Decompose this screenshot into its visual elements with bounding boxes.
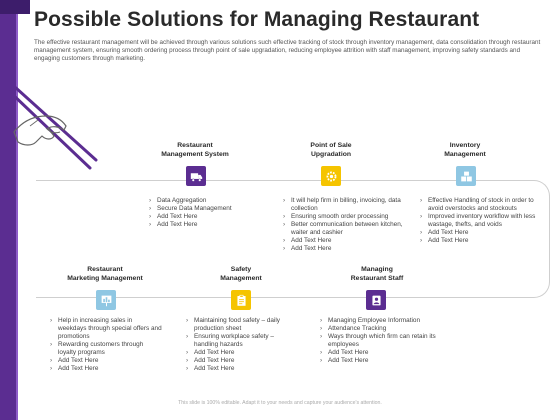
settings-gear-icon <box>321 166 341 186</box>
list-item: › Help in increasing sales in weekdays through special offers and promotions <box>50 317 162 341</box>
chopsticks-hand-icon <box>6 86 102 180</box>
section-heading-safety-management: Safety Management <box>220 266 262 282</box>
list-item: › Managing Employee Information <box>320 317 444 325</box>
list-item: › Ensuring smooth order processing <box>283 213 405 221</box>
corner-accent <box>0 0 30 14</box>
section-list-restaurant-management-system <box>149 197 259 229</box>
slide-title: Possible Solutions for Managing Restaurant <box>34 8 480 31</box>
section-heading-managing-staff: Managing Restaurant Staff <box>350 266 404 282</box>
staff-badge-icon <box>366 290 386 310</box>
list-item: › Secure Data Management <box>149 205 259 213</box>
section-list-inventory-management <box>420 197 542 245</box>
list-item: › Improved inventory workflow with less wastage, thefts, and voids <box>420 213 542 229</box>
list-item: › Add Text Here <box>186 365 298 373</box>
list-item: › Attendance Tracking <box>320 325 444 333</box>
list-item: › Rewarding customers through loyalty programs <box>50 341 162 357</box>
list-item: › Add Text Here <box>420 237 542 245</box>
list-item: › Data Aggregation <box>149 197 259 205</box>
presentation-board-icon <box>96 290 116 310</box>
section-list-marketing-management <box>50 317 162 373</box>
list-item: › It will help firm in billing, invoicing, data collection <box>283 197 405 213</box>
footer-note: This slide is 100% editable. Adapt it to your needs and capture your audience's attention. <box>178 400 382 406</box>
list-item: › Add Text Here <box>50 357 162 365</box>
list-item: › Add Text Here <box>320 357 444 365</box>
intro-paragraph: The effective restaurant management will be achieved through various solutions such effective tracking of stock through inventory management, data consolidation through restaurant management system, ensuring smooth ordering process through point of sale upgradation, reducing employee attrition with staff management, improving safety standards and engaging customers through marketing. <box>34 39 541 62</box>
left-accent-bar <box>0 0 16 420</box>
list-item: › Add Text Here <box>186 349 298 357</box>
section-list-safety-management <box>186 317 298 373</box>
list-item: › Ways through which firm can retain its employees <box>320 333 444 349</box>
list-item: › Add Text Here <box>283 237 405 245</box>
list-item: › Maintaining food safety – daily production sheet <box>186 317 298 333</box>
list-item: › Add Text Here <box>420 229 542 237</box>
list-item: › Ensuring workplace safety – handling hazards <box>186 333 298 349</box>
list-item: › Add Text Here <box>50 365 162 373</box>
list-item: › Effective Handling of stock in order to avoid overstocks and stockouts <box>420 197 542 213</box>
section-heading-inventory-management: Inventory Management <box>444 142 486 158</box>
section-heading-marketing-management: Restaurant Marketing Management <box>67 266 143 282</box>
section-heading-point-of-sale: Point of Sale Upgradation <box>310 142 352 158</box>
list-item: › Better communication between kitchen, waiter and cashier <box>283 221 405 237</box>
section-list-point-of-sale <box>283 197 405 253</box>
list-item: › Add Text Here <box>186 357 298 365</box>
safety-clipboard-icon <box>231 290 251 310</box>
section-list-managing-staff <box>320 317 444 365</box>
list-item: › Add Text Here <box>149 213 259 221</box>
delivery-truck-icon <box>186 166 206 186</box>
list-item: › Add Text Here <box>149 221 259 229</box>
section-heading-restaurant-management-system: Restaurant Management System <box>161 142 229 158</box>
inventory-boxes-icon <box>456 166 476 186</box>
list-item: › Add Text Here <box>283 245 405 253</box>
list-item: › Add Text Here <box>320 349 444 357</box>
left-accent-line <box>16 0 18 420</box>
